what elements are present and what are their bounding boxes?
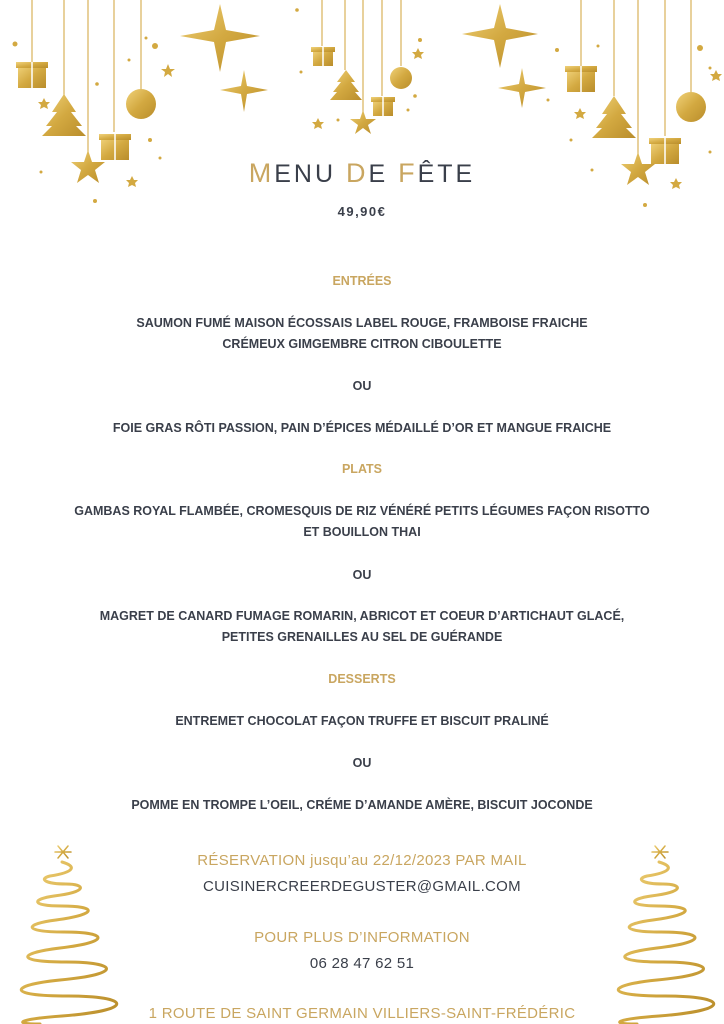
title-letter: M [248,158,275,188]
bauble-icon [126,89,156,119]
section-heading-plats: PLATS [341,462,383,476]
or-separator: OU [352,379,372,393]
dish-line: ET BOUILLON THAI [303,525,421,539]
dish-line: CRÉMEUX GIMGEMBRE CITRON CIBOULETTE [222,337,502,351]
title-text: ÊTE [417,160,476,188]
sparkle-icon [220,70,268,112]
dish-line: GAMBAS ROYAL FLAMBÉE, CROMESQUIS DE RIZ VÉNÉRÉ PETITS LÉGUMES FAÇON RISOTTO [74,504,650,518]
star-icon [350,110,376,134]
contact-phone: 06 28 47 62 51 [309,955,415,972]
menu-price: 49,90€ [337,204,387,219]
contact-email: CUISINERCREERDEGUSTER@GMAIL.COM [203,878,521,895]
sparkle-icon [462,4,538,68]
dish-line: MAGRET DE CANARD FUMAGE ROMARIN, ABRICOT ET COEUR D’ARTICHAUT GLACÉ, [99,609,625,623]
reservation-text: RÉSERVATION jusqu’au 22/12/2023 PAR MAIL [197,852,527,869]
christmas-tree-icon [592,96,636,138]
dish-line: PETITES GRENAILLES AU SEL DE GUÉRANDE [221,630,503,644]
title-text: ENU [274,160,346,188]
bauble-icon [390,67,412,89]
title-text: E [368,160,399,188]
sparkle-icon [180,4,260,72]
dish-line: ENTREMET CHOCOLAT FAÇON TRUFFE ET BISCUIT PRALINÉ [175,714,549,728]
info-label: POUR PLUS D’INFORMATION [254,929,470,946]
bauble-icon [676,92,706,122]
sparkle-icon [498,68,546,108]
dish-line: FOIE GRAS RÔTI PASSION, PAIN D’ÉPICES MÉDAILLÉ D’OR ET MANGUE FRAICHE [112,421,612,435]
title-letter: F [398,158,418,188]
section-heading-entrees: ENTRÉES [332,274,392,288]
or-separator: OU [352,756,372,770]
or-separator: OU [352,568,372,582]
dish-line: SAUMON FUMÉ MAISON ÉCOSSAIS LABEL ROUGE, FRAMBOISE FRAICHE [136,316,588,330]
dish-line: POMME EN TROMPE L’OEIL, CRÉME D’AMANDE AMÈRE, BISCUIT JOCONDE [131,798,593,812]
christmas-tree-icon [42,94,86,136]
title-letter: D [345,158,369,188]
section-heading-desserts: DESSERTS [328,672,396,686]
menu-title [0,158,724,189]
address: 1 ROUTE DE SAINT GERMAIN VILLIERS-SAINT-FRÉDÉRIC [148,1005,576,1022]
christmas-tree-icon [330,70,362,100]
